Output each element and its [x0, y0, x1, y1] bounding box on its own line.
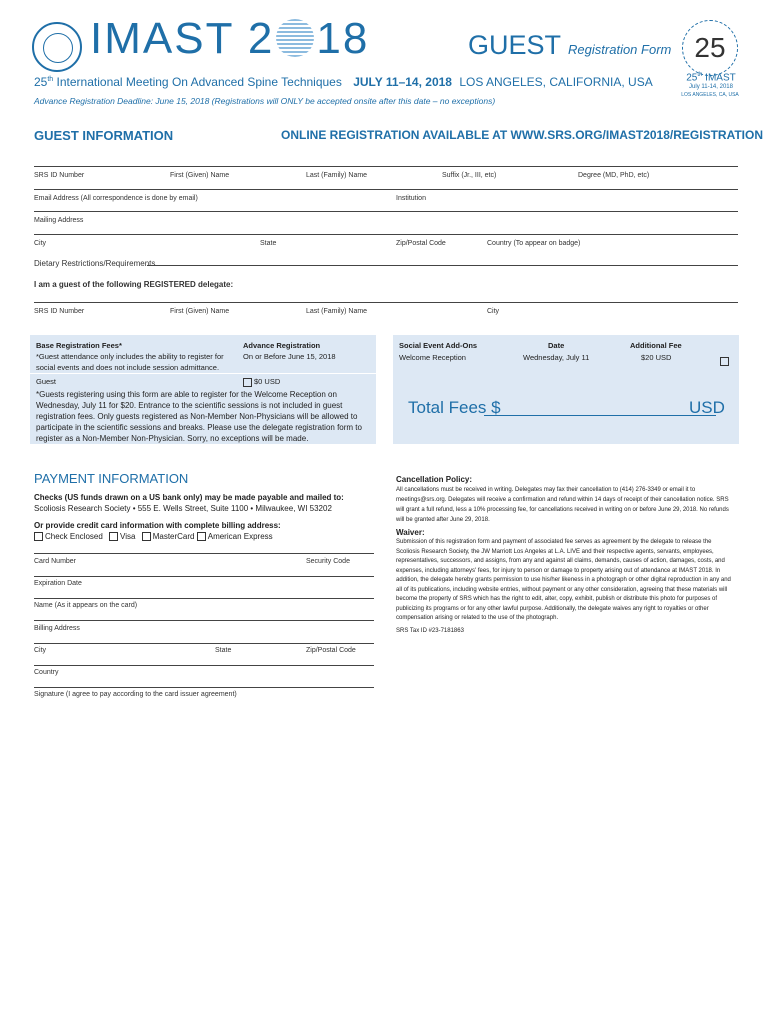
advance-registration-title: Advance Registration — [243, 341, 321, 350]
online-registration-url[interactable]: ONLINE REGISTRATION AVAILABLE AT WWW.SRS.ORG/IMAST2018/REGISTRATION — [281, 128, 764, 142]
25th-badge-logo: 25 — [682, 20, 738, 76]
base-fees-note: *Guest attendance only includes the ability to register for social events and does not include session admittance. — [36, 352, 224, 372]
mailing-address-label: Mailing Address — [34, 217, 84, 224]
total-fees-field[interactable] — [484, 415, 716, 416]
amex-option[interactable]: American Express — [197, 532, 273, 541]
date-heading: Date — [548, 341, 565, 350]
form-title: GUEST Registration Form — [468, 30, 672, 60]
brand-title: IMAST 2 18 — [90, 14, 370, 63]
visa-option[interactable]: Visa — [109, 532, 135, 541]
institution-label: Institution — [396, 195, 426, 202]
billing-city-label: City — [34, 647, 47, 654]
dietary-field[interactable] — [147, 265, 738, 266]
advance-registration-date: On or Before June 15, 2018 — [243, 352, 336, 361]
checkbox-icon[interactable] — [243, 378, 252, 387]
tax-id: SRS Tax ID #23-7181863 — [396, 628, 464, 634]
fee-heading: Additional Fee — [630, 341, 682, 350]
delegate-srs-id-label: SRS ID Number — [34, 308, 85, 315]
billing-state-label: State — [215, 647, 232, 654]
check-enclosed-option[interactable]: Check Enclosed — [34, 532, 103, 541]
signature-label: Signature (I agree to pay according to the card issuer agreement) — [34, 691, 237, 698]
welcome-reception-label: Welcome Reception — [399, 353, 466, 362]
total-fees-unit: USD — [689, 398, 725, 417]
total-fees-label: Total Fees $ — [408, 398, 501, 417]
checks-instructions: Checks (US funds drawn on a US bank only) may be made payable and mailed to: — [34, 493, 344, 502]
srs-seal-logo — [32, 22, 82, 72]
badge-dates: July 11-14, 2018 — [689, 84, 733, 90]
base-fees-title: Base Registration Fees* — [36, 341, 122, 350]
badge-location: LOS ANGELES, CA, USA — [681, 92, 739, 98]
payment-heading: PAYMENT INFORMATION — [34, 471, 189, 486]
guest-of-label: I am a guest of the following REGISTERED delegate: — [34, 280, 234, 289]
dietary-label: Dietary Restrictions/Requirements — [34, 259, 156, 268]
card-number-label: Card Number — [34, 558, 77, 565]
waiver-text: Submission of this registration form and payment of associated fee serves as agreement by the delegate to release the Scoliosis Research Society, the JW Marriott Los Angeles at L.A. LIVE and their respective agents, servants, employees, representatives, successors, and assigns, from any and against all claims, demands, causes of action, damages, costs, and expenses, including attorneys' fees, for injury to person or damage to property arising out of attendance at IMAST 2018. In addition, the delegate hereby grants permission to use his/her likeness in a photograph or other digital reproduction in any and all of its publications, including website entries, without payment or any other consideration, agreeing that these materials will become the property of SRS which has the right to edit, alter, copy, exhibit, publish or distribute this photo for purposes of publicizing its programs or for any other lawful purpose. Additionally, the delegate waives any right to royalties or other compensation arising or related to the use of the photograph. — [396, 539, 731, 621]
welcome-reception-fee: $20 USD — [641, 353, 672, 362]
billing-zip-label: Zip/Postal Code — [306, 647, 356, 654]
degree-label: Degree (MD, PhD, etc) — [578, 172, 650, 179]
first-name-label: First (Given) Name — [170, 172, 230, 179]
delegate-last-name-label: Last (Family) Name — [306, 308, 368, 315]
billing-country-label: Country — [34, 669, 59, 676]
srs-id-label: SRS ID Number — [34, 172, 85, 179]
guest-fee-label: Guest — [36, 377, 57, 386]
city-label: City — [34, 240, 47, 247]
guest-fee-option[interactable]: $0 USD — [243, 376, 280, 387]
expiration-label: Expiration Date — [34, 580, 82, 587]
meeting-line: 25th International Meeting On Advanced Spine Techniques JULY 11–14, 2018 LOS ANGELES, CALIFORNIA, USA — [34, 75, 653, 89]
social-events-heading: Social Event Add-Ons — [399, 341, 478, 350]
state-label: State — [260, 240, 277, 247]
delegate-city-label: City — [487, 308, 500, 315]
mastercard-option[interactable]: MasterCard — [142, 532, 195, 541]
delegate-first-name-label: First (Given) Name — [170, 308, 230, 315]
name-on-card-label: Name (As it appears on the card) — [34, 602, 138, 609]
payment-options — [34, 531, 273, 542]
email-label: Email Address (All correspondence is done by email) — [34, 195, 198, 202]
waiver-title: Waiver: — [396, 528, 425, 537]
billing-address-label: Billing Address — [34, 625, 80, 632]
suffix-label: Suffix (Jr., III, etc) — [442, 172, 497, 179]
credit-card-instructions: Or provide credit card information with complete billing address: — [34, 521, 281, 530]
cancellation-title: Cancellation Policy: — [396, 475, 473, 484]
security-code-label: Security Code — [306, 558, 350, 565]
badge-title: 25th IMAST — [686, 72, 736, 84]
last-name-label: Last (Family) Name — [306, 172, 368, 179]
globe-icon — [276, 19, 314, 57]
welcome-reception-date: Wednesday, July 11 — [523, 353, 590, 362]
country-label: Country (To appear on badge) — [487, 240, 581, 247]
welcome-reception-checkbox[interactable] — [720, 353, 731, 371]
guest-info-heading: GUEST INFORMATION — [34, 128, 174, 143]
deadline-note: Advance Registration Deadline: June 15, 2018 (Registrations will ONLY be accepted onsite after this date – no exceptions) — [34, 96, 496, 106]
mailing-address: Scoliosis Research Society • 555 E. Wells Street, Suite 1100 • Milwaukee, WI 53202 — [34, 504, 332, 513]
guest-fee-footnote: *Guests registering using this form are able to register for the Welcome Reception on Wednesday, July 11 for $20. Entrance to the scientific sessions is not included in guest registration fees. Only guests registered as Non-Member Non-Physicians will be allowed to participate in the scientific sessions and breaks. Please use the delegate registration form to register as a Non-Member Non-Physician. Sorry, no exceptions will be made. — [36, 390, 362, 443]
cancellation-text: All cancellations must be received in writing. Delegates may fax their cancellation to (414) 276-3349 or email it to meetings@srs.org. Delegates will receive a confirmation and refund within 14 days of receipt of their cancellation notice. SRS will grant a full refund, less a 10% processing fee, for cancellations received in writing on or before June 29, 2018. No refunds will be granted after June 29, 2018. — [396, 487, 729, 523]
zip-label: Zip/Postal Code — [396, 240, 446, 247]
